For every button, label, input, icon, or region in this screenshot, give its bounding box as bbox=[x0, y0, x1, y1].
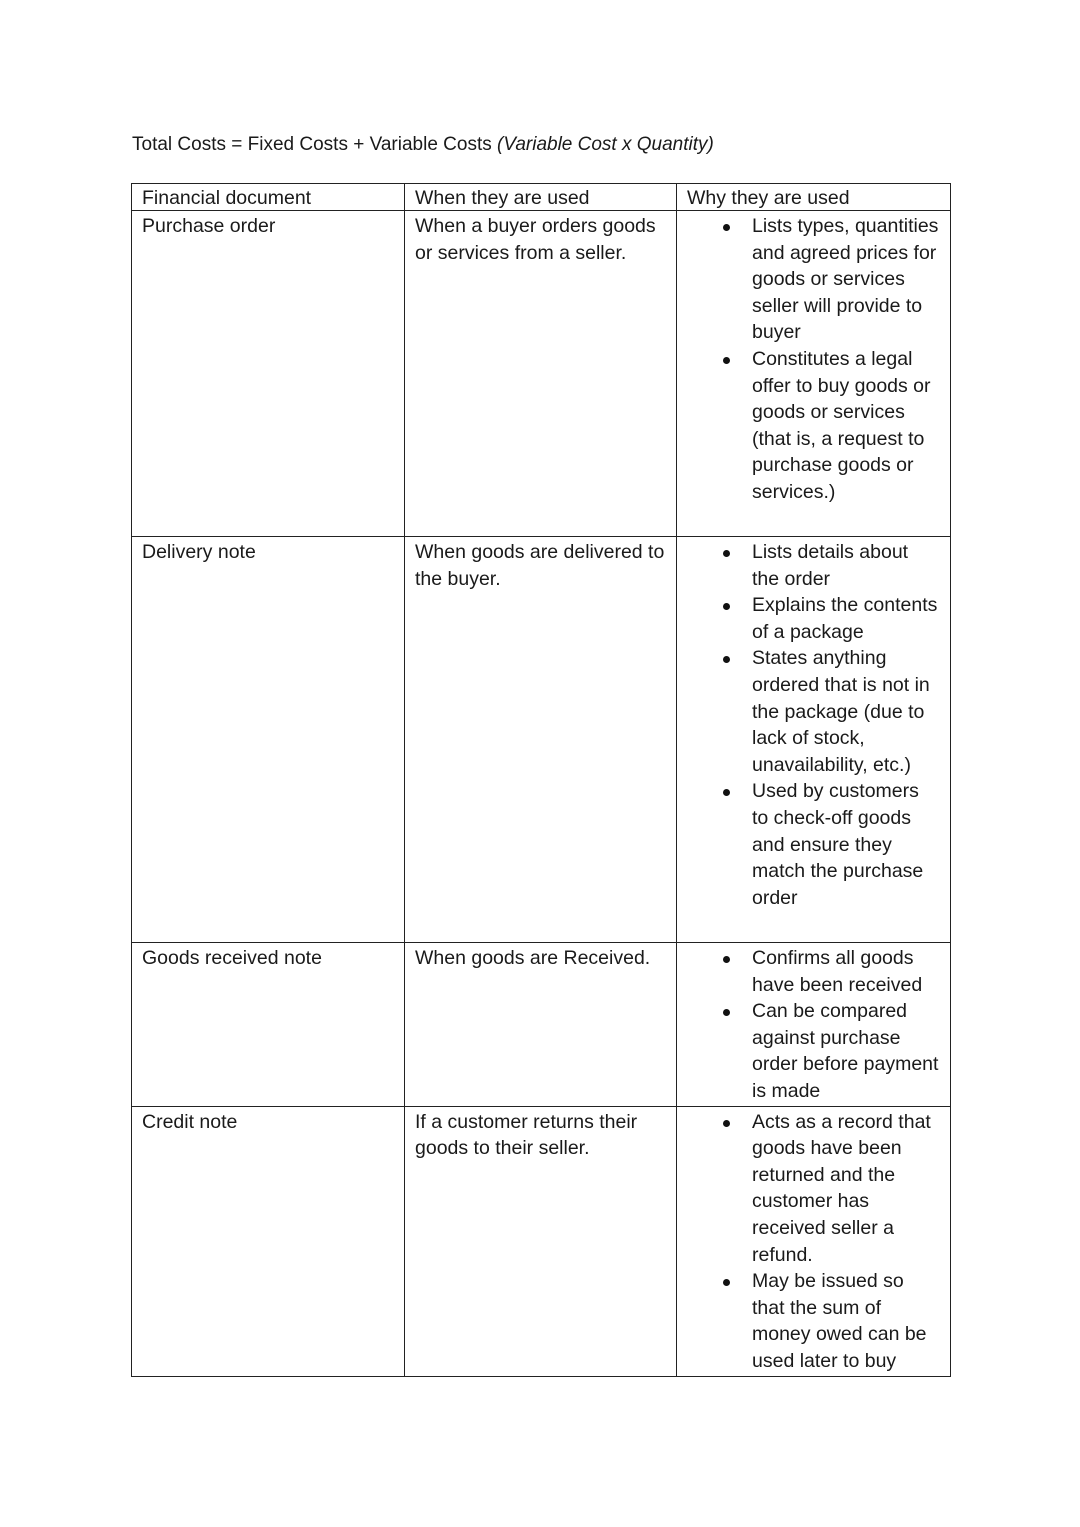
list-item: Confirms all goods have been received bbox=[752, 945, 940, 998]
why-used-cell bbox=[677, 943, 951, 1107]
list-item: Acts as a record that goods have been returned and the customer has received seller a refund. bbox=[752, 1109, 940, 1269]
why-used-cell bbox=[677, 211, 951, 537]
list-item: Explains the contents of a package bbox=[752, 592, 940, 645]
list-item: Can be compared against purchase order before payment is made bbox=[752, 998, 940, 1104]
when-used: If a customer returns their goods to their seller. bbox=[405, 1106, 677, 1376]
list-item: States anything ordered that is not in the package (due to lack of stock, unavailability, etc.) bbox=[752, 645, 940, 778]
list-item: Constitutes a legal offer to buy goods or goods or services (that is, a request to purchase goods or services.) bbox=[752, 346, 940, 506]
list-item: Lists types, quantities and agreed prices for goods or services seller will provide to buyer bbox=[752, 213, 940, 346]
table-row bbox=[132, 537, 951, 943]
document-name: Delivery note bbox=[132, 537, 405, 943]
table-row bbox=[132, 943, 951, 1107]
when-used: When a buyer orders goods or services from a seller. bbox=[405, 211, 677, 537]
why-used-cell bbox=[677, 537, 951, 943]
header-why-used: Why they are used bbox=[677, 184, 951, 211]
formula-italic-note: (Variable Cost x Quantity) bbox=[497, 134, 714, 155]
formula-line bbox=[132, 132, 714, 158]
list-item: Used by customers to check-off goods and ensure they match the purchase order bbox=[752, 778, 940, 911]
why-used-cell bbox=[677, 1106, 951, 1376]
list-item: May be issued so that the sum of money owed can be used later to buy bbox=[752, 1268, 940, 1374]
document-name: Purchase order bbox=[132, 211, 405, 537]
document-name: Goods received note bbox=[132, 943, 405, 1107]
header-financial-document: Financial document bbox=[132, 184, 405, 211]
table-row bbox=[132, 211, 951, 537]
why-used-list bbox=[687, 213, 940, 506]
why-used-list bbox=[687, 945, 940, 1105]
table-header-row bbox=[132, 184, 951, 211]
when-used: When goods are Received. bbox=[405, 943, 677, 1107]
formula-text: Total Costs = Fixed Costs + Variable Costs bbox=[132, 134, 498, 155]
header-when-used: When they are used bbox=[405, 184, 677, 211]
table-row bbox=[132, 1106, 951, 1376]
list-item: Lists details about the order bbox=[752, 539, 940, 592]
document-name: Credit note bbox=[132, 1106, 405, 1376]
why-used-list bbox=[687, 539, 940, 911]
when-used: When goods are delivered to the buyer. bbox=[405, 537, 677, 943]
why-used-list bbox=[687, 1109, 940, 1375]
financial-documents-table bbox=[131, 183, 951, 1377]
